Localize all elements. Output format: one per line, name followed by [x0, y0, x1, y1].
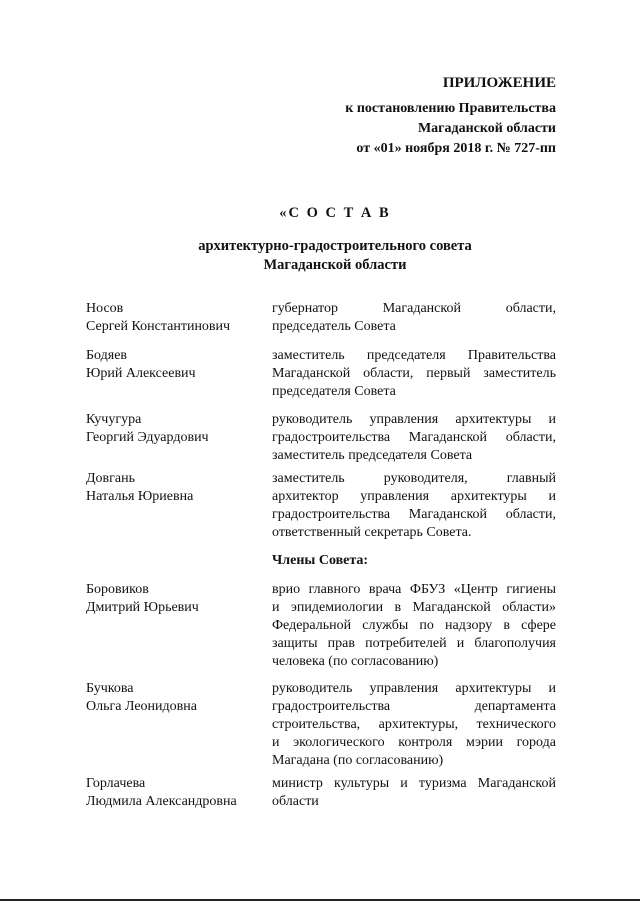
member-name — [86, 300, 266, 336]
member-role-line: градостроительства департамента — [272, 699, 556, 714]
member-surname: Носов — [86, 301, 124, 316]
member-role-line: министр культуры и туризма Магаданской — [272, 776, 556, 791]
member-role-line: строительства, архитектуры, технического — [272, 717, 556, 732]
annex-title: ПРИЛОЖЕНИЕ — [442, 75, 556, 91]
member-role — [272, 347, 556, 401]
member-role — [272, 300, 556, 336]
member-role-line: человека (по согласованию) — [272, 654, 439, 669]
member-role-line: руководитель управления архитектуры и — [272, 681, 556, 696]
member-given-name: Людмила Александровна — [86, 794, 237, 809]
member-given-name: Наталья Юриевна — [86, 489, 194, 504]
member-given-name: Дмитрий Юрьевич — [86, 600, 199, 615]
member-role-line: и экологического контроля мэрии города — [272, 735, 556, 750]
heading-line-1: «С О С Т А В — [279, 205, 391, 221]
member-role-line: врио главного врача ФБУЗ «Центр гигиены — [272, 582, 556, 597]
document-heading — [0, 204, 640, 275]
member-surname: Боровиков — [86, 582, 149, 597]
member-role — [272, 581, 556, 671]
member-role-line: области — [272, 794, 319, 809]
annex-block — [345, 73, 556, 159]
member-given-name: Ольга Леонидовна — [86, 699, 197, 714]
member-name — [86, 775, 266, 811]
member-given-name: Юрий Алексеевич — [86, 366, 196, 381]
member-surname: Бучкова — [86, 681, 134, 696]
member-name — [86, 680, 266, 716]
member-name — [86, 411, 266, 447]
member-role-line: руководитель управления архитектуры и — [272, 412, 556, 427]
member-given-name: Георгий Эдуардович — [86, 430, 209, 445]
member-role-line: председателя Совета — [272, 384, 396, 399]
annex-line-2: Магаданской области — [417, 121, 556, 136]
member-role — [272, 775, 556, 811]
member-role-line: губернатор Магаданской области, — [272, 301, 556, 316]
member-role — [272, 411, 556, 465]
member-role-line: архитектор управления архитектуры и — [272, 489, 556, 504]
member-surname: Кучугура — [86, 412, 142, 427]
bottom-divider — [0, 899, 640, 901]
member-surname: Довгань — [86, 471, 135, 486]
member-role-line: ответственный секретарь Совета. — [272, 525, 472, 540]
member-role-line: и эпидемиологии в Магаданской области» — [272, 600, 556, 615]
member-role — [272, 680, 556, 770]
heading-line-3: Магаданской области — [263, 257, 407, 273]
member-name — [86, 581, 266, 617]
member-role-line: градостроительства Магаданской области, — [272, 430, 556, 445]
annex-line-3: от «01» ноября 2018 г. № 727-пп — [356, 141, 556, 156]
member-role-line: заместитель председателя Совета — [272, 448, 473, 463]
member-role-line: Магаданской области, первый заместитель — [272, 366, 556, 381]
member-role-line: градостроительства Магаданской области, — [272, 507, 556, 522]
member-role-line: Магадана (по согласованию) — [272, 753, 444, 768]
member-name — [86, 347, 266, 383]
member-role-line: заместитель руководителя, главный — [272, 471, 556, 486]
member-surname: Бодяев — [86, 348, 128, 363]
member-surname: Горлачева — [86, 776, 146, 791]
member-role-line: защиты прав потребителей и благополучия — [272, 636, 556, 651]
member-role-line: заместитель председателя Правительства — [272, 348, 556, 363]
member-given-name: Сергей Константинович — [86, 319, 231, 334]
members-title: Члены Совета: — [272, 553, 369, 568]
member-role-line: Федеральной службы по надзору в сфере — [272, 618, 556, 633]
member-role-line: председатель Совета — [272, 319, 396, 334]
member-name — [86, 470, 266, 506]
heading-line-2: архитектурно-градостроительного совета — [198, 238, 472, 254]
annex-line-1: к постановлению Правительства — [345, 101, 556, 116]
member-role — [272, 470, 556, 542]
